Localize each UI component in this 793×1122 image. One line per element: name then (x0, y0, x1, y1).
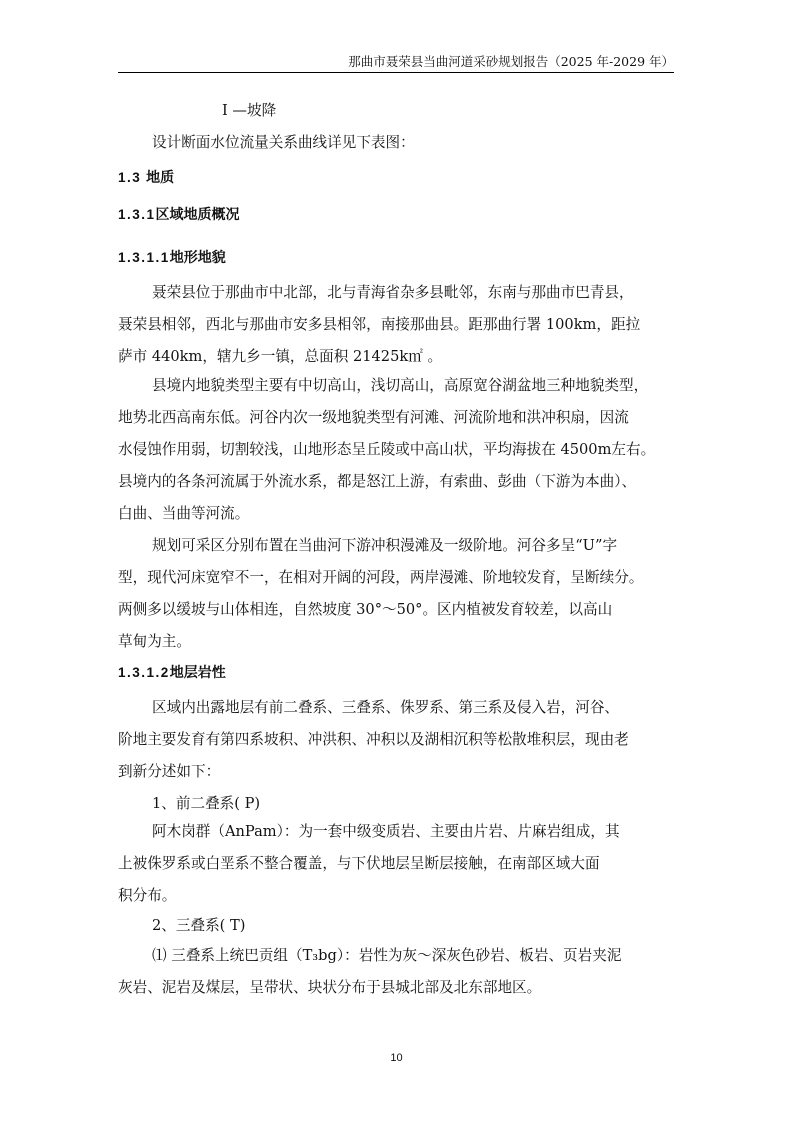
list-item-pre-permian: 1、前二叠系( P) (152, 795, 261, 812)
heading-number: 1.3 (118, 170, 142, 185)
paragraph-line: ⑴ 三叠系上统巴贡组（T₃bg）：岩性为灰～深灰色砂岩、板岩、页岩夹泥 (152, 947, 622, 964)
paragraph-line: 上被侏罗系或白垩系不整合覆盖，与下伏地层呈断层接触，在南部区域大面 (118, 855, 600, 872)
formula-note: I —坡降 (222, 102, 277, 119)
paragraph-line: 水侵蚀作用弱，切割较浅，山地形态呈丘陵或中高山状，平均海拔在 4500m左右。 (118, 441, 656, 458)
paragraph-planning-area (118, 530, 678, 658)
heading-number: 1.3.1 (118, 207, 156, 222)
heading-1-3 (118, 166, 678, 190)
heading-number: 1.3.1.2 (118, 665, 170, 680)
paragraph-line: 型，现代河床宽窄不一，在相对开阔的河段，两岸漫滩、阶地较发育，呈断续分。 (118, 569, 644, 586)
paragraph-line: 草甸为主。 (118, 633, 191, 650)
paragraph-line: 两侧多以缓坡与山体相连，自然坡度 30°～50°。区内植被发育较差，以高山 (118, 601, 613, 618)
paragraph-line: 聂荣县位于那曲市中北部，北与青海省杂多县毗邻，东南与那曲市巴青县， (152, 284, 634, 301)
paragraph-line: 积分布。 (118, 887, 177, 904)
paragraph-line: 地势北西高南东低。河谷内次一级地貌类型有河滩、河流阶地和洪冲积扇，因流 (118, 409, 629, 426)
intro-text: 设计断面水位流量关系曲线详见下表图： (152, 134, 415, 151)
paragraph-line: 聂荣县相邻，西北与那曲市安多县相邻，南接那曲县。距那曲行署 100km，距拉 (118, 316, 641, 333)
header-title: 那曲市聂荣县当曲河道采砂规划报告（2025 年-2029 年） (348, 54, 674, 69)
heading-title: 区域地质概况 (155, 207, 240, 223)
paragraph-bagong-formation (118, 940, 678, 1004)
paragraph-line: 阶地主要发育有第四系坡积、冲洪积、冲积以及湖相沉积等松散堆积层，现由老 (118, 731, 629, 748)
header-divider (118, 72, 674, 73)
paragraph-line: 萨市 440km，辖九乡一镇，总面积 21425k㎡ 。 (118, 348, 443, 365)
heading-number: 1.3.1.1 (118, 250, 170, 265)
paragraph-line: 县境内地貌类型主要有中切高山，浅切高山，高原宽谷湖盆地三种地貌类型， (152, 377, 649, 394)
paragraph-line: 区域内出露地层有前二叠系、三叠系、侏罗系、第三系及侵入岩，河谷、 (152, 699, 620, 716)
page-number: 10 (390, 1052, 403, 1064)
paragraph-terrain-location (118, 277, 678, 373)
paragraph-line: 到新分述如下： (118, 763, 221, 780)
paragraph-amugang-group (118, 816, 678, 912)
heading-title: 地质 (146, 170, 175, 186)
heading-title: 地层岩性 (169, 665, 226, 681)
heading-1-3-1 (118, 203, 678, 227)
heading-1-3-1-2 (118, 661, 678, 685)
paragraph-line: 规划可采区分别布置在当曲河下游冲积漫滩及一级阶地。河谷多呈“U”字 (152, 537, 618, 554)
heading-1-3-1-1 (118, 246, 678, 270)
list-item-triassic: 2、三叠系( T) (152, 917, 246, 934)
paragraph-line: 县境内的各条河流属于外流水系，都是怒江上游，有索曲、彭曲（下游为本曲）、 (118, 473, 637, 490)
paragraph-strata-overview (118, 692, 678, 788)
paragraph-line: 阿木岗群（AnPam）：为一套中级变质岩、主要由片岩、片麻岩组成，其 (152, 823, 620, 840)
paragraph-line: 白曲、当曲等河流。 (118, 505, 250, 522)
heading-title: 地形地貌 (169, 250, 226, 266)
paragraph-line: 灰岩、泥岩及煤层，呈带状、块状分布于县城北部及北东部地区。 (118, 979, 542, 996)
paragraph-landform-types (118, 370, 678, 530)
